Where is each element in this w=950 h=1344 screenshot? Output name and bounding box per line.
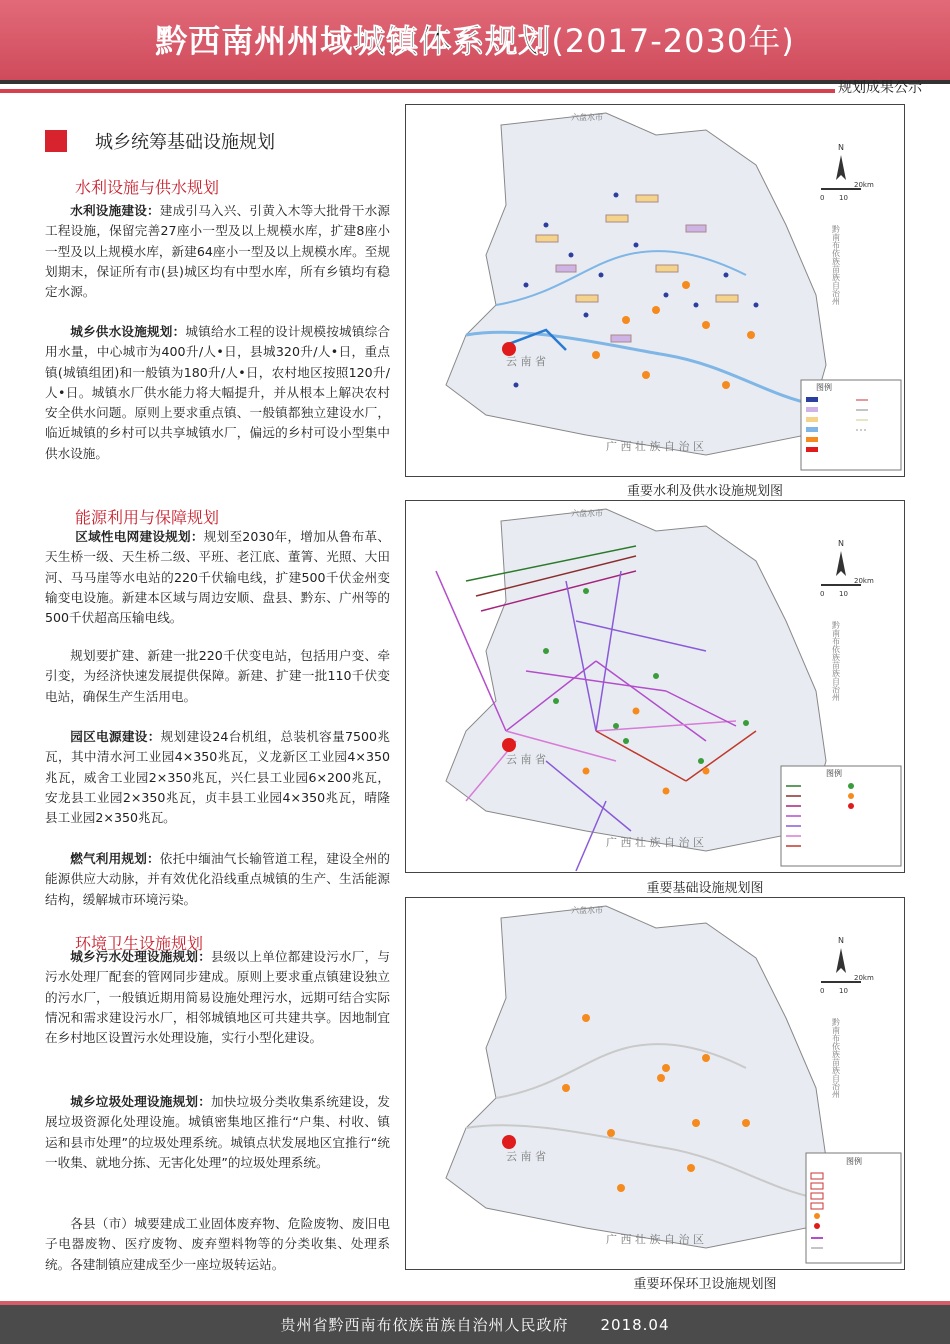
env-p1-body: 县级以上单位都建设污水厂，与污水处理厂配套的管网同步建成。原则上要求重点镇建设独立的污水厂，一般镇近期用简易设施处理污水，远期可结合实际情况和需求建设污水厂，相邻城镇地区可共建共享。因地制宜在乡村地区设置污水处理设施，实行小型化建设。 bbox=[45, 949, 391, 1046]
title-region: 黔西南州州域 bbox=[155, 22, 354, 60]
water-map-east-label: 黔南布依族苗族自治州 bbox=[831, 225, 841, 305]
infrastructure-map-province-label: 广 西 壮 族 自 治 区 bbox=[606, 836, 704, 849]
water-map-north-label: 六盘水市 bbox=[571, 113, 603, 122]
environment-map-caption: 重要环保环卫设施规划图 bbox=[633, 1277, 777, 1292]
water-map-scale-20: 20km bbox=[854, 181, 874, 189]
environment-map-scale-20: 20km bbox=[854, 974, 874, 982]
svg-text:N: N bbox=[838, 936, 844, 945]
infrastructure-map-graphic bbox=[406, 501, 905, 873]
page-title bbox=[0, 16, 950, 62]
infrastructure-map-scale-20: 20km bbox=[854, 577, 874, 585]
energy-paragraph-3 bbox=[45, 727, 390, 828]
infrastructure-map-scale-0: 0 bbox=[820, 590, 825, 598]
title-years: (2017-2030年) bbox=[551, 22, 795, 60]
env-paragraph-3 bbox=[45, 1214, 390, 1275]
water-map-caption: 重要水利及供水设施规划图 bbox=[626, 484, 783, 499]
infrastructure-map-east-label: 黔南布依族苗族自治州 bbox=[831, 621, 841, 701]
svg-text:图例: 图例 bbox=[826, 769, 842, 778]
env-p1-head: 城乡污水处理设施规划： bbox=[70, 949, 211, 964]
water-p2-head: 城乡供水设施规划： bbox=[70, 324, 186, 339]
energy-p1-head: 区域性电网建设规划： bbox=[75, 529, 204, 544]
energy-p3-body: 规划建设24台机组，总装机容量7500兆瓦，其中清水河工业园4×350兆瓦，义龙新区工业园4×350兆瓦，威舍工业园2×350兆瓦，兴仁县工业园6×200兆瓦，安龙县工业园2×350兆瓦，贞丰县工业园4×350兆瓦，晴隆县工业园2×350兆瓦。 bbox=[45, 729, 390, 826]
environment-map-east-label: 黔南布依族苗族自治州 bbox=[831, 1018, 841, 1098]
env-p3: 各县（市）城要建成工业固体废弃物、危险废物、废旧电子电器废物、医疗废物、废弃塑料物等的分类收集、处理系统。各建制镇应建成至少一座垃圾转运站。 bbox=[45, 1216, 390, 1272]
title-plan: 城镇体系规划 bbox=[353, 22, 552, 60]
infrastructure-map bbox=[405, 500, 905, 873]
env-p2-head: 城乡垃圾处理设施规划： bbox=[70, 1094, 211, 1109]
water-paragraph-2 bbox=[45, 322, 390, 464]
water-paragraph-1 bbox=[45, 201, 390, 302]
section-marker bbox=[45, 130, 67, 152]
energy-paragraph-1 bbox=[45, 527, 390, 628]
water-map-scale-10: 10 bbox=[839, 194, 848, 202]
environment-map-scale-0: 0 bbox=[820, 987, 825, 995]
red-ribbon bbox=[0, 89, 835, 93]
svg-text:图例: 图例 bbox=[846, 1157, 862, 1166]
environment-map-graphic bbox=[406, 898, 905, 1270]
water-map-legend bbox=[801, 380, 901, 470]
water-subtitle: 水利设施与供水规划 bbox=[75, 178, 220, 197]
water-p1-body: 建成引马入兴、引黄入木等大批骨干水源工程设施，保留完善27座小一型及以上规模水库，扩建8座小一型及以上规模水库，新建64座小一型及以上规模水库。至规划期末，保证所有市(县)城区均有中型水库，所有乡镇均有稳定水源。 bbox=[45, 203, 391, 300]
water-map bbox=[405, 104, 905, 477]
svg-text:N: N bbox=[838, 539, 844, 548]
environment-map-legend bbox=[806, 1153, 901, 1263]
environment-map-scale-10: 10 bbox=[839, 987, 848, 995]
infrastructure-map-north-label: 六盘水市 bbox=[571, 509, 603, 518]
water-map-graphic bbox=[406, 105, 905, 477]
energy-p2: 规划要扩建、新建一批220千伏变电站，包括用户变、牵引变，为经济快速发展提供保障。新建、扩建一批110千伏变电站，确保生产生活用电。 bbox=[45, 648, 390, 704]
water-p2-body: 城镇给水工程的设计规模按城镇综合用水量，中心城市为400升/人•日，县城320升/人•日，重点镇(城镇组团)和一般镇为180升/人•日，农村地区按照120升/人•日。城镇水厂供水能力将大幅提升，并从根本上解决农村安全供水问题。原则上要求重点镇、一般镇都独立建设水厂，临近城镇的乡村可以共享城镇水厂，偏远的乡村可设小型集中供水设施。 bbox=[45, 324, 391, 461]
water-map-province-label: 广 西 壮 族 自 治 区 bbox=[606, 440, 704, 453]
infrastructure-map-west-label: 云 南 省 bbox=[506, 753, 546, 766]
energy-paragraph-4 bbox=[45, 849, 390, 910]
environment-map bbox=[405, 897, 905, 1270]
environment-map-province-label: 广 西 壮 族 自 治 区 bbox=[606, 1233, 704, 1246]
infrastructure-map-caption: 重要基础设施规划图 bbox=[646, 881, 764, 896]
env-subtitle: 环境卫生设施规划 bbox=[75, 934, 204, 953]
footer-text: 贵州省黔西南布依族苗族自治州人民政府 2018.04 bbox=[280, 1316, 670, 1334]
infrastructure-map-legend bbox=[781, 766, 901, 866]
environment-map-west-label: 云 南 省 bbox=[506, 1150, 546, 1163]
svg-text:N: N bbox=[838, 143, 844, 152]
water-map-scale-0: 0 bbox=[820, 194, 825, 202]
energy-subtitle: 能源利用与保障规划 bbox=[75, 508, 220, 527]
energy-paragraph-2 bbox=[45, 646, 390, 707]
header-banner bbox=[0, 0, 950, 80]
env-p2-body: 加快垃圾分类收集系统建设，发展垃圾资源化处理设施。城镇密集地区推行“户集、村收、镇运和县市处理”的垃圾处理系统。城镇点状发展地区宜推行“统一收集、就地分拣、无害化处理”的垃圾处理系统。 bbox=[45, 1094, 391, 1170]
water-map-west-label: 云 南 省 bbox=[506, 355, 546, 368]
energy-p1-body: 规划至2030年，增加从鲁布革、天生桥一级、天生桥二级、平班、老江底、董箐、光照、大田河、马马崖等水电站的220千伏输电线，扩建500千伏金州变输变电设施。新建本区域与周边安顺、盘县、黔东、广州等的500千伏超高压输电线。 bbox=[45, 529, 391, 626]
svg-text:图例: 图例 bbox=[816, 383, 832, 392]
env-paragraph-2 bbox=[45, 1092, 390, 1173]
env-paragraph-1 bbox=[45, 947, 390, 1048]
section-title: 城乡统筹基础设施规划 bbox=[95, 132, 275, 153]
energy-p3-head: 园区电源建设： bbox=[70, 729, 161, 744]
banner-divider bbox=[0, 80, 950, 84]
energy-p4-head: 燃气利用规划： bbox=[70, 851, 160, 866]
infrastructure-map-scale-10: 10 bbox=[839, 590, 848, 598]
water-p1-head: 水利设施建设： bbox=[70, 203, 160, 218]
footer bbox=[0, 1305, 950, 1344]
energy-p4-body: 依托中缅油气长输管道工程，建设全州的能源供应大动脉，并有效优化沿线重点城镇的生产、生活能源结构，缓解城市环境污染。 bbox=[45, 851, 391, 907]
publication-label: 规划成果公示 bbox=[838, 80, 922, 96]
environment-map-north-label: 六盘水市 bbox=[571, 906, 603, 915]
